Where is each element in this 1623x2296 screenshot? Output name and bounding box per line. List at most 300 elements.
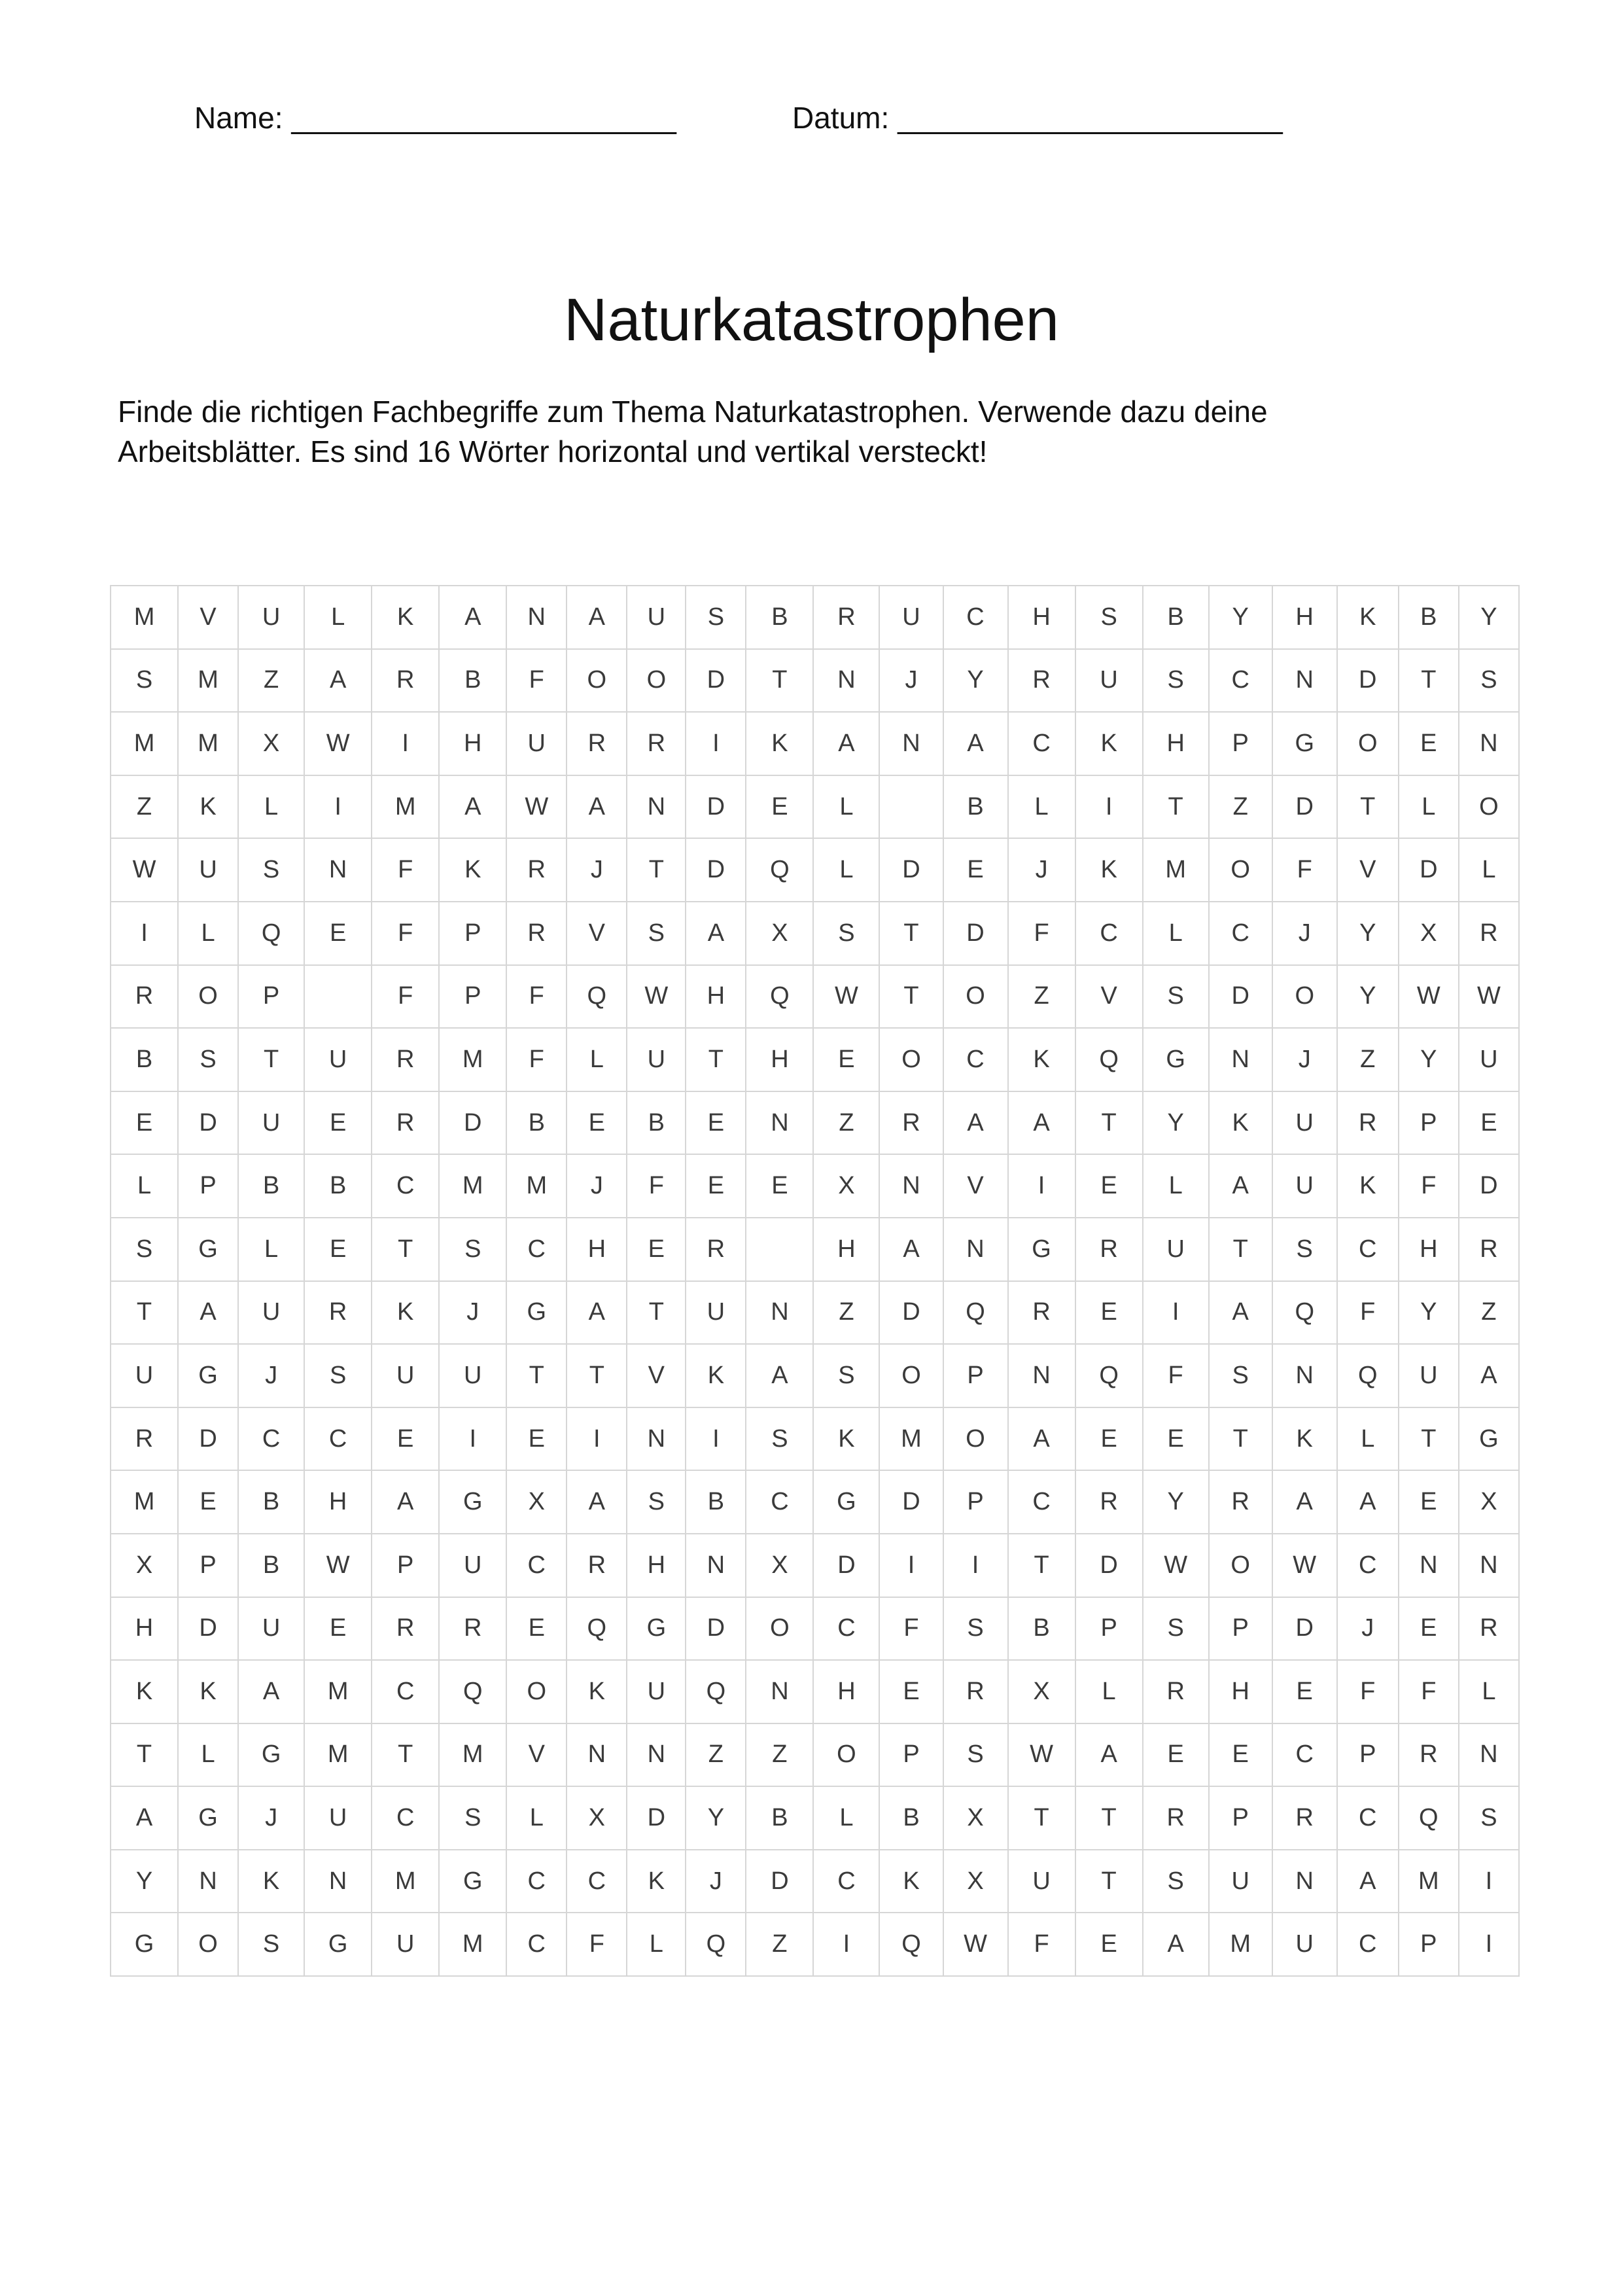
- grid-cell: I: [372, 712, 439, 775]
- grid-cell: D: [879, 1470, 943, 1534]
- grid-cell: R: [1459, 902, 1519, 965]
- grid-cell: R: [1459, 1597, 1519, 1661]
- grid-cell: T: [372, 1723, 439, 1787]
- grid-row: [111, 902, 1519, 965]
- grid-cell: E: [178, 1470, 238, 1534]
- grid-cell: A: [879, 1218, 943, 1281]
- grid-cell: X: [813, 1154, 879, 1218]
- grid-cell: T: [1337, 775, 1399, 839]
- grid-cell: E: [111, 1091, 178, 1155]
- grid-cell: Q: [746, 965, 813, 1029]
- grid-cell: Y: [1337, 965, 1399, 1029]
- grid-cell: E: [1143, 1407, 1209, 1471]
- grid-cell: G: [238, 1723, 304, 1787]
- grid-cell: K: [1075, 712, 1143, 775]
- grid-cell: U: [627, 1660, 686, 1723]
- grid-row: [111, 1091, 1519, 1155]
- grid-cell: S: [1459, 1786, 1519, 1850]
- grid-cell: N: [1272, 1344, 1337, 1407]
- grid-cell: T: [567, 1344, 627, 1407]
- grid-cell: G: [506, 1281, 567, 1345]
- grid-cell: M: [506, 1154, 567, 1218]
- grid-cell: L: [567, 1028, 627, 1091]
- grid-cell: P: [1399, 1913, 1459, 1976]
- grid-cell: N: [879, 1154, 943, 1218]
- grid-cell: F: [506, 1028, 567, 1091]
- grid-cell: U: [1272, 1913, 1337, 1976]
- grid-cell: U: [439, 1534, 506, 1597]
- page-title: Naturkatastrophen: [564, 287, 1059, 353]
- grid-cell: P: [1337, 1723, 1399, 1787]
- grid-cell: E: [372, 1407, 439, 1471]
- grid-cell: R: [1459, 1218, 1519, 1281]
- grid-cell: H: [111, 1597, 178, 1661]
- grid-cell: C: [1337, 1534, 1399, 1597]
- grid-cell: M: [111, 586, 178, 649]
- grid-cell: J: [1272, 1028, 1337, 1091]
- grid-cell: G: [1272, 712, 1337, 775]
- grid-cell: B: [1143, 586, 1209, 649]
- grid-cell: F: [1399, 1154, 1459, 1218]
- grid-cell: N: [1399, 1534, 1459, 1597]
- grid-cell: Z: [813, 1281, 879, 1345]
- grid-cell: A: [1209, 1281, 1272, 1345]
- grid-cell: B: [304, 1154, 372, 1218]
- grid-cell: D: [879, 838, 943, 902]
- grid-cell: D: [686, 775, 746, 839]
- grid-cell: G: [1459, 1407, 1519, 1471]
- grid-cell: O: [627, 649, 686, 713]
- grid-cell: K: [1337, 586, 1399, 649]
- grid-cell: Y: [1143, 1470, 1209, 1534]
- grid-cell: B: [879, 1786, 943, 1850]
- grid-cell: A: [943, 712, 1008, 775]
- grid-cell: K: [178, 775, 238, 839]
- grid-cell: C: [1075, 902, 1143, 965]
- grid-cell: L: [506, 1786, 567, 1850]
- grid-cell: L: [111, 1154, 178, 1218]
- grid-cell: X: [111, 1534, 178, 1597]
- grid-cell: J: [1272, 902, 1337, 965]
- grid-cell: W: [813, 965, 879, 1029]
- grid-cell: M: [1143, 838, 1209, 902]
- grid-cell: O: [943, 965, 1008, 1029]
- grid-cell: H: [1399, 1218, 1459, 1281]
- grid-cell: U: [372, 1913, 439, 1976]
- grid-cell: S: [813, 902, 879, 965]
- grid-cell: L: [304, 586, 372, 649]
- grid-cell: E: [943, 838, 1008, 902]
- grid-cell: C: [506, 1913, 567, 1976]
- grid-cell: L: [627, 1913, 686, 1976]
- grid-cell: R: [943, 1660, 1008, 1723]
- grid-cell: Z: [111, 775, 178, 839]
- grid-cell: S: [439, 1218, 506, 1281]
- grid-cell: Q: [1337, 1344, 1399, 1407]
- grid-cell: Q: [686, 1660, 746, 1723]
- grid-cell: R: [304, 1281, 372, 1345]
- grid-cell: H: [813, 1660, 879, 1723]
- grid-cell: N: [879, 712, 943, 775]
- grid-cell: P: [238, 965, 304, 1029]
- grid-cell: F: [506, 649, 567, 713]
- grid-cell: E: [746, 1154, 813, 1218]
- grid-cell: N: [1008, 1344, 1075, 1407]
- grid-cell: O: [879, 1028, 943, 1091]
- grid-cell: D: [1459, 1154, 1519, 1218]
- grid-cell: H: [1008, 586, 1075, 649]
- grid-cell: A: [1209, 1154, 1272, 1218]
- grid-cell: A: [1008, 1091, 1075, 1155]
- grid-cell: W: [304, 1534, 372, 1597]
- grid-cell: A: [567, 1470, 627, 1534]
- grid-row: [111, 1407, 1519, 1471]
- grid-cell: S: [1143, 649, 1209, 713]
- grid-cell: R: [439, 1597, 506, 1661]
- grid-cell: K: [567, 1660, 627, 1723]
- grid-cell: N: [746, 1281, 813, 1345]
- grid-cell: D: [1399, 838, 1459, 902]
- grid-row: [111, 1470, 1519, 1534]
- grid-cell: R: [567, 1534, 627, 1597]
- grid-cell: F: [506, 965, 567, 1029]
- grid-cell: B: [627, 1091, 686, 1155]
- grid-cell: I: [1459, 1850, 1519, 1913]
- grid-cell: M: [111, 712, 178, 775]
- grid-row: [111, 775, 1519, 839]
- grid-cell: P: [943, 1470, 1008, 1534]
- grid-cell: K: [439, 838, 506, 902]
- grid-cell: S: [1143, 965, 1209, 1029]
- grid-cell: M: [178, 712, 238, 775]
- grid-cell: I: [1143, 1281, 1209, 1345]
- grid-cell: E: [1399, 1597, 1459, 1661]
- grid-cell: S: [627, 1470, 686, 1534]
- grid-cell: A: [567, 586, 627, 649]
- grid-cell: Z: [746, 1723, 813, 1787]
- grid-cell: W: [1143, 1534, 1209, 1597]
- grid-cell: O: [879, 1344, 943, 1407]
- grid-cell: D: [627, 1786, 686, 1850]
- grid-cell: F: [567, 1913, 627, 1976]
- grid-cell: P: [943, 1344, 1008, 1407]
- grid-cell: Q: [1272, 1281, 1337, 1345]
- grid-cell: F: [1008, 1913, 1075, 1976]
- grid-cell: U: [1272, 1091, 1337, 1155]
- grid-cell: N: [1272, 1850, 1337, 1913]
- grid-cell: U: [1008, 1850, 1075, 1913]
- grid-cell: J: [1337, 1597, 1399, 1661]
- grid-cell: R: [506, 902, 567, 965]
- grid-cell: R: [372, 1091, 439, 1155]
- grid-cell: U: [372, 1344, 439, 1407]
- grid-cell: U: [1459, 1028, 1519, 1091]
- grid-cell: Y: [686, 1786, 746, 1850]
- grid-cell: A: [439, 586, 506, 649]
- grid-cell: E: [567, 1091, 627, 1155]
- grid-cell: A: [567, 775, 627, 839]
- grid-cell: N: [506, 586, 567, 649]
- grid-cell: B: [746, 1786, 813, 1850]
- grid-cell: R: [1008, 1281, 1075, 1345]
- grid-cell: G: [111, 1913, 178, 1976]
- grid-cell: N: [304, 1850, 372, 1913]
- grid-cell: M: [439, 1028, 506, 1091]
- grid-cell: N: [686, 1534, 746, 1597]
- grid-cell: D: [686, 649, 746, 713]
- grid-cell: I: [1008, 1154, 1075, 1218]
- grid-cell: E: [686, 1154, 746, 1218]
- grid-cell: R: [372, 1028, 439, 1091]
- grid-cell: F: [1272, 838, 1337, 902]
- grid-cell: R: [372, 649, 439, 713]
- grid-cell: W: [1399, 965, 1459, 1029]
- grid-cell: Z: [1209, 775, 1272, 839]
- grid-cell: G: [1008, 1218, 1075, 1281]
- grid-cell: S: [1272, 1218, 1337, 1281]
- grid-cell: S: [1209, 1344, 1272, 1407]
- grid-cell: E: [304, 1091, 372, 1155]
- grid-cell: Y: [111, 1850, 178, 1913]
- grid-cell: C: [1008, 1470, 1075, 1534]
- grid-cell: L: [238, 1218, 304, 1281]
- grid-cell: E: [1075, 1407, 1143, 1471]
- grid-cell: M: [372, 1850, 439, 1913]
- grid-cell: C: [1337, 1913, 1399, 1976]
- grid-cell: M: [1399, 1850, 1459, 1913]
- grid-cell: W: [111, 838, 178, 902]
- grid-cell: Y: [1459, 586, 1519, 649]
- grid-cell: N: [627, 1407, 686, 1471]
- grid-cell: R: [372, 1597, 439, 1661]
- grid-cell: M: [304, 1660, 372, 1723]
- grid-cell: U: [238, 1091, 304, 1155]
- grid-cell: V: [1337, 838, 1399, 902]
- grid-cell: T: [506, 1344, 567, 1407]
- grid-cell: S: [238, 838, 304, 902]
- instructions: [118, 392, 1268, 472]
- grid-cell: Q: [1075, 1344, 1143, 1407]
- grid-cell: Z: [1008, 965, 1075, 1029]
- grid-cell: L: [178, 1723, 238, 1787]
- grid-cell: S: [238, 1913, 304, 1976]
- grid-cell: T: [111, 1723, 178, 1787]
- grid-cell: N: [627, 1723, 686, 1787]
- grid-cell: N: [178, 1850, 238, 1913]
- grid-cell: S: [1075, 586, 1143, 649]
- grid-cell: U: [1143, 1218, 1209, 1281]
- grid-cell: A: [1272, 1470, 1337, 1534]
- grid-cell: A: [686, 902, 746, 965]
- grid-cell: O: [178, 965, 238, 1029]
- grid-row: [111, 712, 1519, 775]
- grid-cell: H: [1272, 586, 1337, 649]
- grid-cell: U: [627, 586, 686, 649]
- grid-cell: T: [111, 1281, 178, 1345]
- grid-cell: Q: [943, 1281, 1008, 1345]
- grid-cell: A: [1337, 1470, 1399, 1534]
- grid-cell: H: [746, 1028, 813, 1091]
- grid-row: [111, 1786, 1519, 1850]
- grid-cell: D: [1337, 649, 1399, 713]
- grid-cell: D: [686, 838, 746, 902]
- grid-cell: T: [372, 1218, 439, 1281]
- grid-cell: Q: [1399, 1786, 1459, 1850]
- grid-cell: X: [567, 1786, 627, 1850]
- grid-cell: Y: [943, 649, 1008, 713]
- grid-cell: I: [879, 1534, 943, 1597]
- grid-cell: X: [1459, 1470, 1519, 1534]
- grid-cell: J: [686, 1850, 746, 1913]
- grid-cell: X: [1008, 1660, 1075, 1723]
- grid-cell: N: [304, 838, 372, 902]
- grid-cell: E: [304, 1597, 372, 1661]
- grid-cell: P: [1075, 1597, 1143, 1661]
- grid-cell: C: [567, 1850, 627, 1913]
- grid-cell: O: [1272, 965, 1337, 1029]
- grid-cell: R: [1399, 1723, 1459, 1787]
- grid-cell: Q: [567, 965, 627, 1029]
- grid-cell: D: [178, 1091, 238, 1155]
- grid-cell: U: [304, 1028, 372, 1091]
- grid-cell: R: [686, 1218, 746, 1281]
- grid-cell: A: [304, 649, 372, 713]
- grid-cell: W: [1008, 1723, 1075, 1787]
- grid-cell: G: [304, 1913, 372, 1976]
- grid-cell: F: [372, 838, 439, 902]
- grid-cell: N: [943, 1218, 1008, 1281]
- grid-cell: C: [238, 1407, 304, 1471]
- grid-cell: P: [879, 1723, 943, 1787]
- grid-cell: [879, 775, 943, 839]
- grid-cell: R: [1209, 1470, 1272, 1534]
- grid-cell: S: [1459, 649, 1519, 713]
- grid-cell: C: [1209, 649, 1272, 713]
- grid-cell: N: [746, 1091, 813, 1155]
- grid-cell: L: [1337, 1407, 1399, 1471]
- grid-cell: T: [627, 1281, 686, 1345]
- grid-cell: A: [1008, 1407, 1075, 1471]
- grid-cell: S: [943, 1597, 1008, 1661]
- grid-cell: H: [567, 1218, 627, 1281]
- grid-cell: U: [238, 1281, 304, 1345]
- grid-cell: Y: [1399, 1028, 1459, 1091]
- grid-cell: R: [1008, 649, 1075, 713]
- grid-cell: J: [439, 1281, 506, 1345]
- grid-cell: B: [238, 1154, 304, 1218]
- grid-cell: S: [943, 1723, 1008, 1787]
- grid-cell: L: [1399, 775, 1459, 839]
- grid-cell: R: [111, 1407, 178, 1471]
- grid-cell: A: [1143, 1913, 1209, 1976]
- grid-cell: U: [1272, 1154, 1337, 1218]
- grid-cell: U: [627, 1028, 686, 1091]
- grid-cell: A: [1459, 1344, 1519, 1407]
- grid-cell: E: [813, 1028, 879, 1091]
- grid-cell: R: [1075, 1218, 1143, 1281]
- grid-cell: O: [813, 1723, 879, 1787]
- grid-cell: C: [372, 1154, 439, 1218]
- grid-row: [111, 1660, 1519, 1723]
- grid-row: [111, 1028, 1519, 1091]
- grid-cell: A: [238, 1660, 304, 1723]
- grid-cell: Z: [746, 1913, 813, 1976]
- grid-cell: K: [627, 1850, 686, 1913]
- grid-cell: L: [178, 902, 238, 965]
- grid-cell: G: [178, 1344, 238, 1407]
- grid-row: [111, 1850, 1519, 1913]
- grid-cell: Y: [1209, 586, 1272, 649]
- grid-cell: F: [627, 1154, 686, 1218]
- grid-cell: A: [111, 1786, 178, 1850]
- grid-cell: G: [439, 1470, 506, 1534]
- grid-cell: H: [439, 712, 506, 775]
- grid-cell: D: [178, 1407, 238, 1471]
- grid-cell: F: [1143, 1344, 1209, 1407]
- grid-cell: C: [1008, 712, 1075, 775]
- grid-cell: M: [304, 1723, 372, 1787]
- grid-cell: E: [304, 1218, 372, 1281]
- grid-cell: U: [686, 1281, 746, 1345]
- grid-row: [111, 649, 1519, 713]
- grid-cell: K: [813, 1407, 879, 1471]
- grid-cell: [746, 1218, 813, 1281]
- grid-cell: B: [1008, 1597, 1075, 1661]
- grid-cell: V: [567, 902, 627, 965]
- grid-cell: Q: [879, 1913, 943, 1976]
- grid-cell: R: [627, 712, 686, 775]
- grid-cell: K: [178, 1660, 238, 1723]
- grid-cell: N: [1209, 1028, 1272, 1091]
- grid-cell: F: [1337, 1281, 1399, 1345]
- grid-cell: Q: [238, 902, 304, 965]
- grid-cell: R: [1075, 1470, 1143, 1534]
- grid-cell: H: [686, 965, 746, 1029]
- grid-cell: L: [813, 1786, 879, 1850]
- grid-cell: N: [813, 649, 879, 713]
- grid-cell: Y: [1399, 1281, 1459, 1345]
- grid-cell: T: [1209, 1407, 1272, 1471]
- grid-cell: K: [686, 1344, 746, 1407]
- grid-cell: O: [1209, 1534, 1272, 1597]
- grid-cell: P: [1209, 1786, 1272, 1850]
- name-blank-line: _______________________: [291, 101, 676, 135]
- instructions-line-1: Finde die richtigen Fachbegriffe zum Thema Naturkatastrophen. Verwende dazu deine: [118, 395, 1268, 429]
- grid-cell: X: [506, 1470, 567, 1534]
- grid-cell: N: [567, 1723, 627, 1787]
- grid-cell: T: [1399, 1407, 1459, 1471]
- grid-cell: Z: [238, 649, 304, 713]
- grid-cell: S: [813, 1344, 879, 1407]
- grid-cell: B: [746, 586, 813, 649]
- grid-cell: W: [304, 712, 372, 775]
- grid-cell: H: [813, 1218, 879, 1281]
- grid-cell: K: [1008, 1028, 1075, 1091]
- grid-cell: I: [304, 775, 372, 839]
- grid-row: [111, 586, 1519, 649]
- grid-row: [111, 1218, 1519, 1281]
- grid-cell: S: [746, 1407, 813, 1471]
- grid-cell: U: [238, 586, 304, 649]
- grid-cell: T: [1008, 1534, 1075, 1597]
- grid-cell: A: [439, 775, 506, 839]
- grid-cell: T: [1075, 1850, 1143, 1913]
- grid-cell: Z: [1337, 1028, 1399, 1091]
- grid-cell: D: [1272, 775, 1337, 839]
- grid-cell: B: [506, 1091, 567, 1155]
- grid-cell: W: [506, 775, 567, 839]
- grid-cell: T: [1075, 1091, 1143, 1155]
